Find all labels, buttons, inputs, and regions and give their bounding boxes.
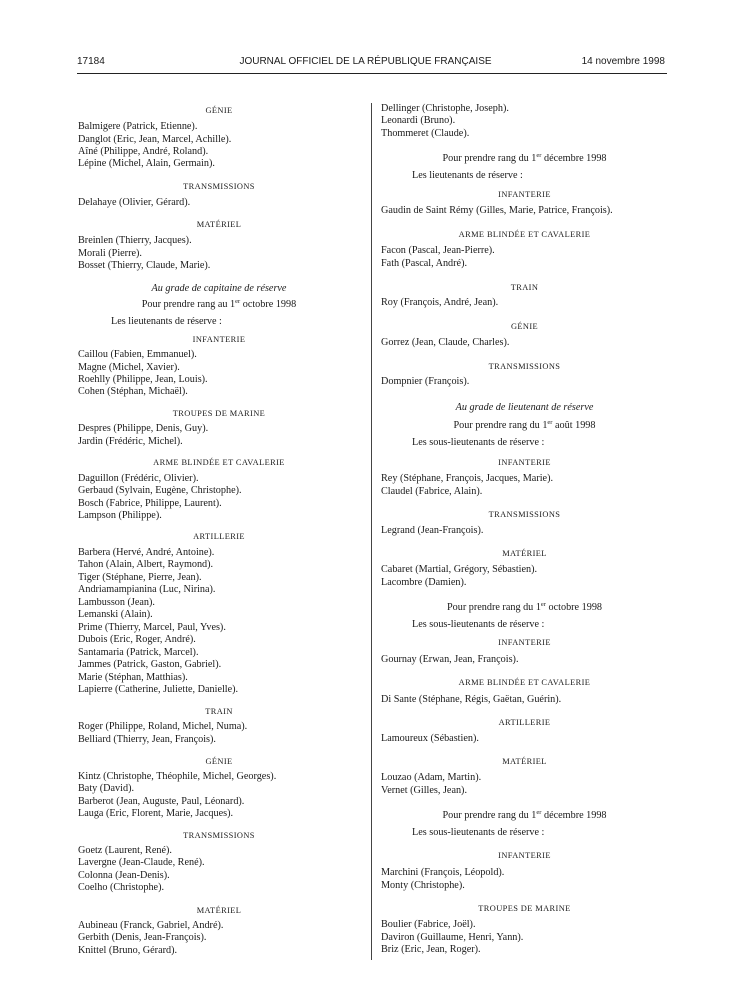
name-entry: Leonardi (Bruno).	[381, 115, 456, 126]
rank-date-month: octobre 1998	[545, 602, 603, 613]
grade-title: Au grade de lieutenant de réserve	[455, 402, 594, 413]
name-entry: Claudel (Fabrice, Alain).	[381, 486, 483, 497]
rank-subtitle: Les sous-lieutenants de réserve :	[412, 437, 545, 448]
rank-date-text: Pour prendre rang du 1	[442, 810, 537, 821]
name-entry: Gournay (Erwan, Jean, François).	[381, 654, 519, 665]
name-entry: Lambusson (Jean).	[78, 597, 155, 608]
rank-date-line	[381, 810, 668, 823]
name-entry: Gorrez (Jean, Claude, Charles).	[381, 337, 510, 348]
section-heading: INFANTERIE	[498, 458, 551, 467]
name-entry: Colonna (Jean-Denis).	[78, 870, 170, 881]
name-entry: Monty (Christophe).	[381, 880, 465, 891]
name-entry: Baty (David).	[78, 783, 135, 794]
rank-date-text: Pour prendre rang au 1	[141, 299, 236, 310]
name-entry: Gerbith (Denis, Jean-François).	[78, 932, 207, 943]
name-entry: Breinlen (Thierry, Jacques).	[78, 235, 192, 246]
name-entry: Aubineau (Franck, Gabriel, André).	[78, 920, 224, 931]
section-heading: INFANTERIE	[192, 335, 246, 344]
name-entry: Knittel (Bruno, Gérard).	[78, 945, 178, 956]
section-heading: MATÉRIEL	[502, 757, 547, 766]
grade-title: Au grade de capitaine de réserve	[151, 283, 287, 294]
rank-date-text: Pour prendre rang du 1	[446, 602, 541, 613]
section-heading: ARTILLERIE	[498, 718, 551, 727]
section-heading: ARME BLINDÉE ET CAVALERIE	[458, 230, 591, 239]
name-entry: Magne (Michel, Xavier).	[78, 362, 180, 373]
rank-subtitle: Les lieutenants de réserve :	[111, 316, 222, 327]
name-entry: Rey (Stéphane, François, Jacques, Marie).	[381, 473, 554, 484]
name-entry: Barbera (Hervé, André, Antoine).	[78, 547, 215, 558]
page-number: 17184	[77, 56, 105, 67]
ordinal-superscript: er	[536, 152, 542, 159]
name-entry: Lauga (Eric, Florent, Marie, Jacques).	[78, 808, 234, 819]
name-entry: Tiger (Stéphane, Pierre, Jean).	[78, 572, 202, 583]
rank-date-line	[381, 153, 668, 166]
name-entry: Jammes (Patrick, Gaston, Gabriel).	[78, 659, 222, 670]
rank-date-line	[381, 602, 668, 615]
name-entry: Vernet (Gilles, Jean).	[381, 785, 467, 796]
section-heading: TRAIN	[510, 283, 539, 292]
name-entry: Bosch (Fabrice, Philippe, Laurent).	[78, 498, 222, 509]
ordinal-superscript: er	[536, 809, 542, 816]
name-entry: Di Sante (Stéphane, Régis, Gaëtan, Guérin).	[381, 694, 562, 705]
rank-date-text: Pour prendre rang du 1	[442, 153, 537, 164]
name-entry: Barberot (Jean, Auguste, Paul, Léonard).	[78, 796, 245, 807]
name-entry: Santamaria (Patrick, Marcel).	[78, 647, 199, 658]
section-heading: TRAIN	[205, 707, 233, 716]
name-entry: Jardin (Frédéric, Michel).	[78, 436, 183, 447]
journal-title: JOURNAL OFFICIEL DE LA RÉPUBLIQUE FRANÇAISE	[239, 56, 492, 67]
section-heading: INFANTERIE	[498, 851, 551, 860]
name-entry: Marie (Stéphan, Matthias).	[78, 672, 188, 683]
name-entry: Roy (François, André, Jean).	[381, 297, 499, 308]
rank-subtitle: Les lieutenants de réserve :	[412, 170, 523, 181]
name-entry: Cabaret (Martial, Grégory, Sébastien).	[381, 564, 538, 575]
name-entry: Balmigere (Patrick, Etienne).	[78, 121, 198, 132]
section-heading: MATÉRIEL	[502, 549, 547, 558]
name-entry: Lacombre (Damien).	[381, 577, 467, 588]
name-entry: Belliard (Thierry, Jean, François).	[78, 734, 216, 745]
name-entry: Cohen (Stéphan, Michaël).	[78, 386, 188, 397]
name-entry: Danglot (Eric, Jean, Marcel, Achille).	[78, 134, 232, 145]
ordinal-superscript: er	[540, 601, 546, 608]
section-heading: ARTILLERIE	[193, 532, 245, 541]
column-divider	[371, 103, 372, 960]
name-entry: Boulier (Fabrice, Joël).	[381, 919, 476, 930]
name-entry: Lampson (Philippe).	[78, 510, 162, 521]
name-entry: Kintz (Christophe, Théophile, Michel, Georges).	[78, 771, 277, 782]
name-entry: Marchini (François, Léopold).	[381, 867, 505, 878]
name-entry: Goetz (Laurent, René).	[78, 845, 172, 856]
ordinal-superscript: er	[547, 419, 553, 426]
name-entry: Fath (Pascal, André).	[381, 258, 468, 269]
rank-subtitle: Les sous-lieutenants de réserve :	[412, 619, 545, 630]
section-heading: GÉNIE	[205, 106, 233, 115]
rank-date-month: octobre 1998	[240, 299, 297, 310]
name-entry: Tahon (Alain, Albert, Raymond).	[78, 559, 214, 570]
rank-date-line	[381, 420, 668, 433]
rank-date-month: décembre 1998	[541, 810, 607, 821]
name-entry: Aîné (Philippe, André, Roland).	[78, 146, 209, 157]
name-entry: Lemanski (Alain).	[78, 609, 153, 620]
name-entry: Legrand (Jean-François).	[381, 525, 484, 536]
section-heading: ARME BLINDÉE ET CAVALERIE	[153, 458, 285, 467]
name-entry: Despres (Philippe, Denis, Guy).	[78, 423, 209, 434]
section-heading: ARME BLINDÉE ET CAVALERIE	[458, 678, 591, 687]
header-rule	[77, 73, 667, 74]
section-heading: TRANSMISSIONS	[183, 182, 255, 191]
section-heading: GÉNIE	[205, 757, 233, 766]
section-heading: GÉNIE	[510, 322, 539, 331]
name-entry: Lavergne (Jean-Claude, René).	[78, 857, 205, 868]
name-entry: Thommeret (Claude).	[381, 128, 470, 139]
section-heading: MATÉRIEL	[196, 220, 242, 229]
name-entry: Bosset (Thierry, Claude, Marie).	[78, 260, 211, 271]
name-entry: Prime (Thierry, Marcel, Paul, Yves).	[78, 622, 226, 633]
name-entry: Lapierre (Catherine, Juliette, Danielle).	[78, 684, 239, 695]
name-entry: Morali (Pierre).	[78, 248, 142, 259]
rank-date-month: décembre 1998	[541, 153, 607, 164]
name-entry: Andriamampianina (Luc, Nirina).	[78, 584, 216, 595]
section-heading: TRANSMISSIONS	[488, 510, 561, 519]
section-heading: TRANSMISSIONS	[488, 362, 561, 371]
name-entry: Roehlly (Philippe, Jean, Louis).	[78, 374, 208, 385]
name-entry: Coelho (Christophe).	[78, 882, 165, 893]
name-entry: Gaudin de Saint Rémy (Gilles, Marie, Patrice, François).	[381, 205, 613, 216]
name-entry: Facon (Pascal, Jean-Pierre).	[381, 245, 495, 256]
name-entry: Caillou (Fabien, Emmanuel).	[78, 349, 197, 360]
issue-date: 14 novembre 1998	[581, 56, 665, 67]
name-entry: Dompnier (François).	[381, 376, 470, 387]
section-heading: TROUPES DE MARINE	[172, 409, 266, 418]
section-heading: TROUPES DE MARINE	[478, 904, 571, 913]
name-entry: Dubois (Eric, Roger, André).	[78, 634, 196, 645]
name-entry: Delahaye (Olivier, Gérard).	[78, 197, 191, 208]
rank-date-text: Pour prendre rang du 1	[453, 420, 548, 431]
name-entry: Briz (Eric, Jean, Roger).	[381, 944, 481, 955]
name-entry: Daguillon (Frédéric, Olivier).	[78, 473, 199, 484]
ordinal-superscript: er	[235, 298, 241, 305]
name-entry: Gerbaud (Sylvain, Eugène, Christophe).	[78, 485, 242, 496]
section-heading: INFANTERIE	[498, 190, 551, 199]
name-entry: Lépine (Michel, Alain, Germain).	[78, 158, 215, 169]
name-entry: Dellinger (Christophe, Joseph).	[381, 103, 509, 114]
rank-subtitle: Les sous-lieutenants de réserve :	[412, 827, 545, 838]
name-entry: Lamoureux (Sébastien).	[381, 733, 479, 744]
rank-date-month: août 1998	[552, 420, 596, 431]
name-entry: Daviron (Guillaume, Henri, Yann).	[381, 932, 524, 943]
section-heading: INFANTERIE	[498, 638, 551, 647]
section-heading: MATÉRIEL	[196, 906, 242, 915]
name-entry: Louzao (Adam, Martin).	[381, 772, 482, 783]
rank-date-line	[78, 299, 360, 312]
name-entry: Roger (Philippe, Roland, Michel, Numa).	[78, 721, 248, 732]
section-heading: TRANSMISSIONS	[183, 831, 255, 840]
